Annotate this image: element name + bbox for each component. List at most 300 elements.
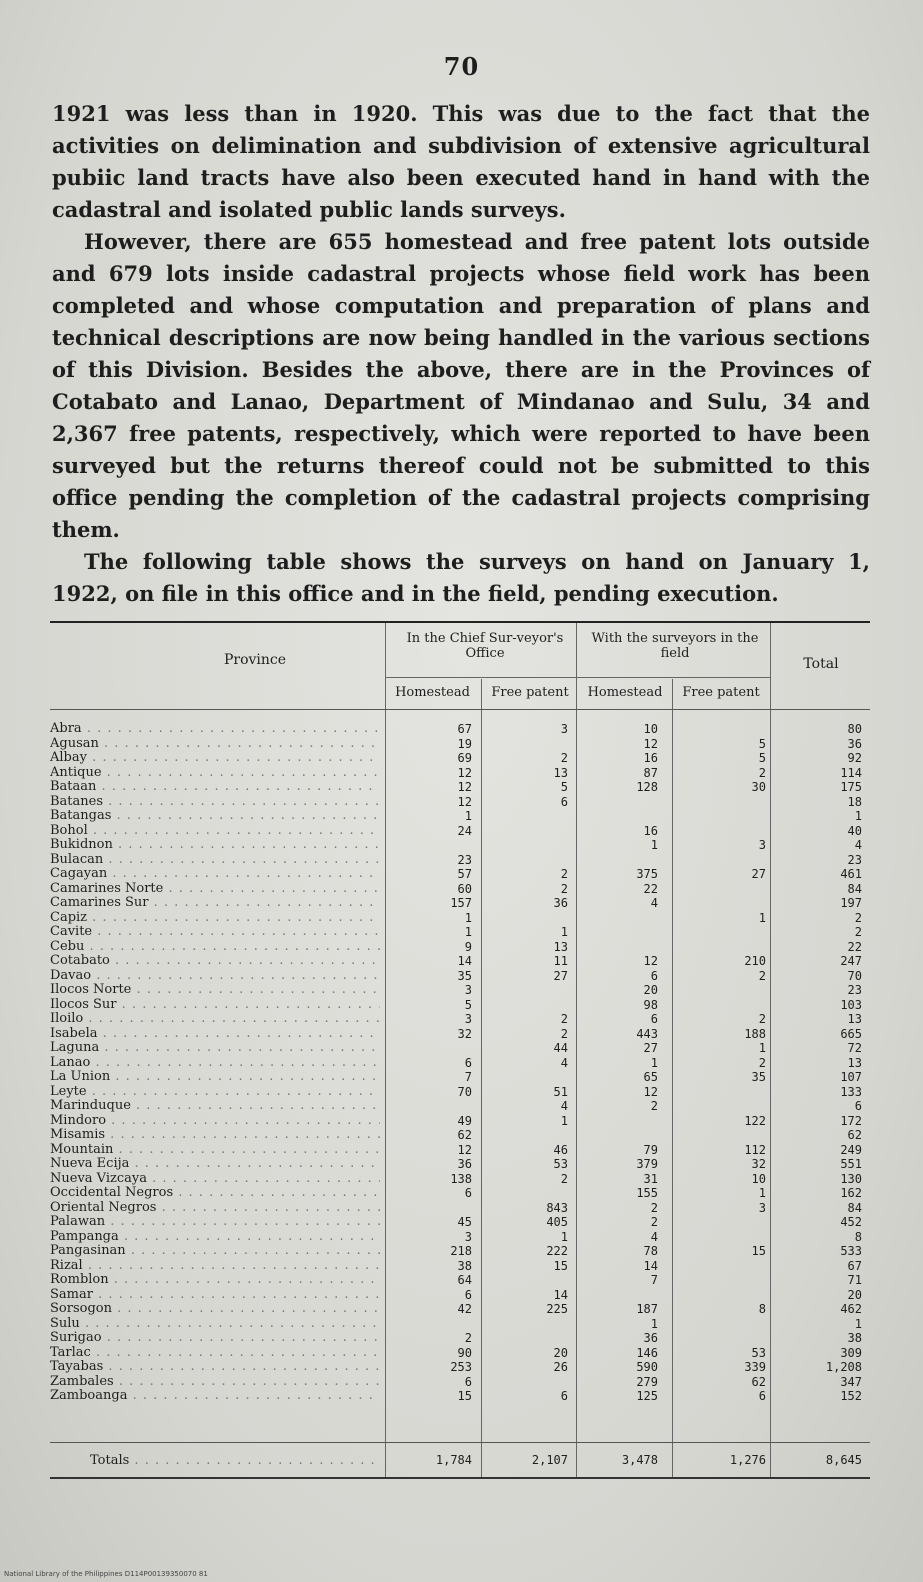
cell-homestead-office: 1 <box>464 910 472 925</box>
province-name: Tarlac . . . <box>50 1346 380 1360</box>
table-row <box>50 1244 870 1259</box>
totals-freepatent-field: 1,276 <box>729 1453 766 1467</box>
cell-homestead-field: 10 <box>643 722 658 736</box>
cell-freepatent-office: 13 <box>553 765 568 780</box>
cell-total: 309 <box>840 1345 862 1360</box>
cell-total: 70 <box>847 968 862 983</box>
table-row <box>50 1288 870 1303</box>
header-chief-surveyor-office: In the Chief Sur-veyor's Office <box>406 631 564 661</box>
table-row <box>50 1070 870 1085</box>
cell-homestead-office: 90 <box>457 1345 472 1360</box>
body-text <box>52 98 870 610</box>
cell-homestead-field: 78 <box>643 1244 658 1258</box>
cell-homestead-office: 70 <box>457 1084 472 1099</box>
cell-freepatent-office: 2 <box>560 881 568 896</box>
cell-total: 38 <box>847 1331 862 1345</box>
cell-homestead-office: 138 <box>450 1171 472 1186</box>
cell-freepatent-field: 8 <box>758 1302 766 1316</box>
table-row <box>50 983 870 998</box>
cell-homestead-field: 443 <box>636 1026 658 1041</box>
cell-homestead-office: 15 <box>457 1389 472 1403</box>
cell-total: 162 <box>840 1186 862 1200</box>
cell-homestead-field: 1 <box>650 1316 658 1331</box>
cell-total: 2 <box>854 910 862 925</box>
cell-homestead-office: 3 <box>464 1229 472 1244</box>
table-row <box>50 853 870 868</box>
totals-row <box>50 1443 870 1479</box>
subheader-homestead-field: Homestead <box>587 685 663 700</box>
table-row <box>50 1157 870 1172</box>
cell-total: 84 <box>847 881 862 896</box>
cell-freepatent-office: 27 <box>553 968 568 983</box>
table-row <box>50 969 870 984</box>
cell-freepatent-office: 36 <box>553 896 568 910</box>
cell-homestead-office: 12 <box>457 780 472 794</box>
cell-homestead-office: 6 <box>464 1287 472 1302</box>
table-row <box>50 1012 870 1027</box>
province-name: Ilocos Norte . . . <box>50 983 380 997</box>
cell-homestead-office: 12 <box>457 765 472 780</box>
province-name: Camarines Norte . . . <box>50 882 380 896</box>
cell-total: 551 <box>840 1157 862 1171</box>
table-row <box>50 751 870 766</box>
cell-freepatent-field: 3 <box>758 1200 766 1215</box>
cell-homestead-office: 60 <box>457 881 472 896</box>
cell-freepatent-office: 26 <box>553 1360 568 1374</box>
cell-homestead-field: 1 <box>650 838 658 852</box>
table-row <box>50 867 870 882</box>
cell-total: 172 <box>840 1113 862 1128</box>
cell-homestead-field: 1 <box>650 1055 658 1070</box>
cell-homestead-field: 6 <box>650 968 658 983</box>
table-row <box>50 1215 870 1230</box>
province-name: Misamis . . . <box>50 1128 380 1142</box>
cell-total: 461 <box>840 867 862 881</box>
cell-freepatent-office: 1 <box>560 925 568 939</box>
cell-homestead-field: 36 <box>643 1331 658 1345</box>
cell-total: 665 <box>840 1026 862 1041</box>
cell-homestead-office: 19 <box>457 736 472 751</box>
totals-freepatent-office: 2,107 <box>531 1453 568 1467</box>
table-row <box>50 766 870 781</box>
cell-freepatent-field: 2 <box>758 1012 766 1026</box>
cell-homestead-office: 5 <box>464 997 472 1012</box>
province-name: Bohol . . . <box>50 824 380 838</box>
cell-homestead-field: 22 <box>643 881 658 896</box>
cell-freepatent-field: 1 <box>758 1186 766 1200</box>
table-row <box>50 1259 870 1274</box>
province-name: Occidental Negros . . . <box>50 1186 380 1200</box>
cell-homestead-field: 27 <box>643 1041 658 1055</box>
cell-total: 40 <box>847 823 862 838</box>
cell-homestead-field: 65 <box>643 1070 658 1084</box>
cell-total: 107 <box>840 1070 862 1084</box>
cell-freepatent-office: 3 <box>560 722 568 736</box>
cell-homestead-office: 32 <box>457 1026 472 1041</box>
column-divider <box>672 1443 673 1477</box>
table-row <box>50 1302 870 1317</box>
cell-total: 13 <box>847 1012 862 1026</box>
cell-total: 4 <box>854 838 862 852</box>
cell-freepatent-office: 2 <box>560 751 568 765</box>
cell-homestead-office: 1 <box>464 925 472 939</box>
cell-homestead-field: 379 <box>636 1157 658 1171</box>
cell-total: 8 <box>854 1229 862 1244</box>
table-row <box>50 1201 870 1216</box>
table-row <box>50 1085 870 1100</box>
cell-freepatent-office: 44 <box>553 1041 568 1055</box>
cell-homestead-office: 6 <box>464 1374 472 1389</box>
cell-homestead-office: 253 <box>450 1360 472 1374</box>
cell-homestead-office: 6 <box>464 1186 472 1200</box>
cell-freepatent-office: 13 <box>553 939 568 954</box>
column-divider <box>481 1443 482 1477</box>
cell-homestead-field: 146 <box>636 1345 658 1360</box>
cell-freepatent-office: 2 <box>560 1026 568 1041</box>
province-name: Cagayan . . . <box>50 867 380 881</box>
table-row <box>50 780 870 795</box>
subheader-homestead-office: Homestead <box>395 685 470 700</box>
cell-freepatent-field: 1 <box>758 910 766 925</box>
province-name: Bulacan . . . <box>50 853 380 867</box>
cell-freepatent-field: 10 <box>751 1171 766 1186</box>
cell-freepatent-field: 1 <box>758 1041 766 1055</box>
cell-homestead-field: 12 <box>643 954 658 968</box>
cell-freepatent-office: 843 <box>546 1200 568 1215</box>
cell-total: 36 <box>847 736 862 751</box>
province-name: Bataan . . . <box>50 780 380 794</box>
cell-freepatent-office: 15 <box>553 1258 568 1273</box>
cell-freepatent-office: 2 <box>560 1171 568 1186</box>
header-total: Total <box>803 656 839 672</box>
header-surveyors-field: With the surveyors in the field <box>591 631 759 661</box>
cell-homestead-field: 128 <box>636 780 658 794</box>
cell-freepatent-field: 53 <box>751 1345 766 1360</box>
header-divider <box>576 623 577 709</box>
province-name: Iloilo . . . <box>50 1012 380 1026</box>
cell-total: 80 <box>847 722 862 736</box>
province-name: Tayabas . . . <box>50 1360 380 1374</box>
totals-total: 8,645 <box>825 1453 862 1467</box>
cell-homestead-field: 87 <box>643 765 658 780</box>
province-name: Palawan . . . <box>50 1215 380 1229</box>
cell-freepatent-office: 2 <box>560 867 568 881</box>
footer-note: National Library of the Philippines D114P00139350070 81 <box>4 1570 208 1578</box>
cell-homestead-field: 187 <box>636 1302 658 1316</box>
province-name: Rizal . . . <box>50 1259 380 1273</box>
cell-homestead-field: 16 <box>643 823 658 838</box>
table-rows <box>50 722 870 1404</box>
cell-homestead-office: 12 <box>457 794 472 809</box>
cell-total: 6 <box>854 1099 862 1113</box>
cell-homestead-field: 98 <box>643 997 658 1012</box>
cell-total: 13 <box>847 1055 862 1070</box>
cell-homestead-office: 9 <box>464 939 472 954</box>
province-name: Laguna . . . <box>50 1041 380 1055</box>
cell-homestead-office: 35 <box>457 968 472 983</box>
cell-homestead-office: 67 <box>457 722 472 736</box>
cell-homestead-field: 20 <box>643 983 658 997</box>
table-row <box>50 1056 870 1071</box>
province-name: La Union . . . <box>50 1070 380 1084</box>
table-row <box>50 1230 870 1245</box>
province-name: Leyte . . . <box>50 1085 380 1099</box>
cell-total: 18 <box>847 794 862 809</box>
paragraph-3: The following table shows the surveys on hand on January 1, 1922, on file in this office and in the field, pending execution. <box>52 549 870 606</box>
cell-homestead-office: 1 <box>464 809 472 823</box>
cell-freepatent-office: 20 <box>553 1345 568 1360</box>
cell-homestead-office: 36 <box>457 1157 472 1171</box>
cell-freepatent-office: 6 <box>560 794 568 809</box>
header-divider <box>672 679 673 709</box>
column-divider <box>770 1443 771 1477</box>
cell-freepatent-office: 6 <box>560 1389 568 1403</box>
cell-homestead-office: 38 <box>457 1258 472 1273</box>
table-row <box>50 896 870 911</box>
province-name: Surigao . . . <box>50 1331 380 1345</box>
cell-total: 247 <box>840 954 862 968</box>
table-row <box>50 1375 870 1390</box>
province-name: Abra . . . <box>50 722 380 736</box>
cell-freepatent-office: 4 <box>560 1099 568 1113</box>
table-row <box>50 795 870 810</box>
cell-freepatent-office: 46 <box>553 1142 568 1157</box>
page-number: 70 <box>443 52 480 81</box>
province-name: Agusan . . . <box>50 737 380 751</box>
cell-freepatent-field: 15 <box>751 1244 766 1258</box>
cell-total: 92 <box>847 751 862 765</box>
table-row <box>50 911 870 926</box>
cell-total: 23 <box>847 852 862 867</box>
cell-total: 347 <box>840 1374 862 1389</box>
province-name: Batanes . . . <box>50 795 380 809</box>
table-row <box>50 1360 870 1375</box>
cell-homestead-field: 279 <box>636 1374 658 1389</box>
province-name: Nueva Vizcaya . . . <box>50 1172 380 1186</box>
table-row <box>50 1027 870 1042</box>
table-header <box>50 623 870 710</box>
cell-homestead-office: 14 <box>457 954 472 968</box>
cell-homestead-field: 4 <box>650 1229 658 1244</box>
cell-homestead-office: 57 <box>457 867 472 881</box>
cell-freepatent-office: 11 <box>553 954 568 968</box>
table-row <box>50 1186 870 1201</box>
province-name: Capiz . . . <box>50 911 380 925</box>
table-row <box>50 940 870 955</box>
cell-total: 175 <box>840 780 862 794</box>
province-name: Antique . . . <box>50 766 380 780</box>
cell-homestead-office: 3 <box>464 983 472 997</box>
cell-total: 23 <box>847 983 862 997</box>
cell-total: 197 <box>840 896 862 910</box>
province-name: Marinduque . . . <box>50 1099 380 1113</box>
table-row <box>50 1273 870 1288</box>
cell-freepatent-field: 5 <box>758 736 766 751</box>
province-name: Pampanga . . . <box>50 1230 380 1244</box>
header-divider <box>385 623 386 709</box>
cell-total: 72 <box>847 1041 862 1055</box>
cell-freepatent-field: 122 <box>744 1113 766 1128</box>
province-name: Isabela . . . <box>50 1027 380 1041</box>
cell-freepatent-field: 188 <box>744 1026 766 1041</box>
cell-homestead-field: 2 <box>650 1200 658 1215</box>
cell-freepatent-office: 405 <box>546 1215 568 1229</box>
cell-total: 462 <box>840 1302 862 1316</box>
totals-homestead-office: 1,784 <box>435 1453 472 1467</box>
subheader-freepatent-office: Free patent <box>491 685 569 700</box>
province-name: Zambales . . . <box>50 1375 380 1389</box>
cell-total: 130 <box>840 1171 862 1186</box>
cell-homestead-field: 155 <box>636 1186 658 1200</box>
table-row <box>50 882 870 897</box>
cell-freepatent-office: 53 <box>553 1157 568 1171</box>
cell-freepatent-field: 2 <box>758 1055 766 1070</box>
totals-homestead-field: 3,478 <box>621 1453 658 1467</box>
table-row <box>50 954 870 969</box>
table-row <box>50 1317 870 1332</box>
cell-freepatent-field: 3 <box>758 838 766 852</box>
cell-homestead-field: 590 <box>636 1360 658 1374</box>
table-row <box>50 1128 870 1143</box>
cell-homestead-field: 375 <box>636 867 658 881</box>
table-row <box>50 838 870 853</box>
subheader-freepatent-field: Free patent <box>682 685 760 700</box>
totals-label: Totals . . . <box>90 1453 380 1468</box>
column-divider <box>576 1443 577 1477</box>
cell-freepatent-field: 6 <box>758 1389 766 1403</box>
province-name: Ilocos Sur . . . <box>50 998 380 1012</box>
table-row <box>50 809 870 824</box>
cell-homestead-field: 16 <box>643 751 658 765</box>
header-divider <box>481 679 482 709</box>
cell-homestead-office: 69 <box>457 751 472 765</box>
province-name: Sorsogon . . . <box>50 1302 380 1316</box>
cell-homestead-field: 7 <box>650 1273 658 1287</box>
province-name: Oriental Negros . . . <box>50 1201 380 1215</box>
cell-homestead-field: 4 <box>650 896 658 910</box>
cell-homestead-office: 64 <box>457 1273 472 1287</box>
cell-total: 103 <box>840 997 862 1012</box>
cell-homestead-field: 79 <box>643 1142 658 1157</box>
cell-total: 452 <box>840 1215 862 1229</box>
province-name: Camarines Sur . . . <box>50 896 380 910</box>
cell-total: 71 <box>847 1273 862 1287</box>
province-name: Bukidnon . . . <box>50 838 380 852</box>
table-row <box>50 1331 870 1346</box>
cell-freepatent-field: 5 <box>758 751 766 765</box>
table-row <box>50 1099 870 1114</box>
province-name: Cavite . . . <box>50 925 380 939</box>
cell-homestead-office: 3 <box>464 1012 472 1026</box>
province-name: Mountain . . . <box>50 1143 380 1157</box>
cell-total: 1 <box>854 809 862 823</box>
province-name: Mindoro . . . <box>50 1114 380 1128</box>
province-name: Samar . . . <box>50 1288 380 1302</box>
paragraph-1: 1921 was less than in 1920. This was due to the fact that the activities on delimination and subdivision of extensive agricultural pubiic land tracts have also been executed hand in hand with the cadastral and isolated public lands surveys. <box>52 101 870 222</box>
table-row <box>50 925 870 940</box>
province-name: Cebu . . . <box>50 940 380 954</box>
cell-homestead-office: 12 <box>457 1142 472 1157</box>
cell-total: 152 <box>840 1389 862 1403</box>
cell-total: 1 <box>854 1316 862 1331</box>
cell-total: 533 <box>840 1244 862 1258</box>
table-row <box>50 737 870 752</box>
cell-homestead-office: 23 <box>457 852 472 867</box>
table-row <box>50 1389 870 1404</box>
cell-freepatent-field: 27 <box>751 867 766 881</box>
cell-total: 20 <box>847 1287 862 1302</box>
cell-freepatent-office: 51 <box>553 1084 568 1099</box>
province-name: Zamboanga . . . <box>50 1389 380 1403</box>
province-name: Batangas . . . <box>50 809 380 823</box>
cell-homestead-office: 62 <box>457 1128 472 1142</box>
cell-freepatent-office: 225 <box>546 1302 568 1316</box>
province-name: Pangasinan . . . <box>50 1244 380 1258</box>
province-name: Lanao . . . <box>50 1056 380 1070</box>
cell-freepatent-field: 112 <box>744 1142 766 1157</box>
cell-total: 2 <box>854 925 862 939</box>
cell-homestead-field: 12 <box>643 736 658 751</box>
cell-freepatent-field: 339 <box>744 1360 766 1374</box>
paragraph-2: However, there are 655 homestead and free patent lots outside and 679 lots inside cadastral projects whose field work has been completed and whose computation and preparation of plans and technical descriptions are now being handled in the various sections of this Division. Besides the above, there are in the Provinces of Cotabato and Lanao, Department of Mindanao and Sulu, 34 and 2,367 free patents, respectively, which were reported to have been surveyed but the returns thereof could not be submitted to this office pending the completion of the cadastral projects comprising them. <box>52 229 870 542</box>
cell-freepatent-field: 62 <box>751 1374 766 1389</box>
surveys-table <box>50 621 870 1479</box>
cell-freepatent-office: 1 <box>560 1229 568 1244</box>
table-row <box>50 998 870 1013</box>
cell-homestead-office: 157 <box>450 896 472 910</box>
cell-homestead-office: 49 <box>457 1113 472 1128</box>
table-row <box>50 1346 870 1361</box>
province-name: Cotabato . . . <box>50 954 380 968</box>
cell-homestead-field: 31 <box>643 1171 658 1186</box>
table-row <box>50 1143 870 1158</box>
header-subrule <box>385 677 770 678</box>
cell-homestead-office: 218 <box>450 1244 472 1258</box>
column-divider <box>385 1443 386 1477</box>
cell-homestead-office: 6 <box>464 1055 472 1070</box>
cell-freepatent-field: 35 <box>751 1070 766 1084</box>
province-name: Romblon . . . <box>50 1273 380 1287</box>
table-row <box>50 824 870 839</box>
cell-freepatent-field: 2 <box>758 968 766 983</box>
cell-homestead-field: 2 <box>650 1099 658 1113</box>
header-province: Province <box>223 652 287 668</box>
cell-total: 62 <box>847 1128 862 1142</box>
cell-freepatent-office: 222 <box>546 1244 568 1258</box>
cell-homestead-office: 42 <box>457 1302 472 1316</box>
cell-homestead-office: 7 <box>464 1070 472 1084</box>
cell-homestead-field: 2 <box>650 1215 658 1229</box>
cell-total: 1,208 <box>825 1360 862 1374</box>
cell-homestead-office: 45 <box>457 1215 472 1229</box>
cell-freepatent-field: 30 <box>751 780 766 794</box>
cell-freepatent-office: 4 <box>560 1055 568 1070</box>
cell-total: 67 <box>847 1258 862 1273</box>
cell-homestead-office: 24 <box>457 823 472 838</box>
cell-homestead-field: 6 <box>650 1012 658 1026</box>
cell-homestead-field: 125 <box>636 1389 658 1403</box>
cell-total: 22 <box>847 939 862 954</box>
cell-freepatent-office: 2 <box>560 1012 568 1026</box>
province-name: Nueva Ecija . . . <box>50 1157 380 1171</box>
cell-total: 114 <box>840 765 862 780</box>
cell-freepatent-field: 32 <box>751 1157 766 1171</box>
cell-freepatent-field: 210 <box>744 954 766 968</box>
header-divider <box>770 623 771 709</box>
province-name: Albay . . . <box>50 751 380 765</box>
table-row <box>50 1172 870 1187</box>
table-row <box>50 1114 870 1129</box>
